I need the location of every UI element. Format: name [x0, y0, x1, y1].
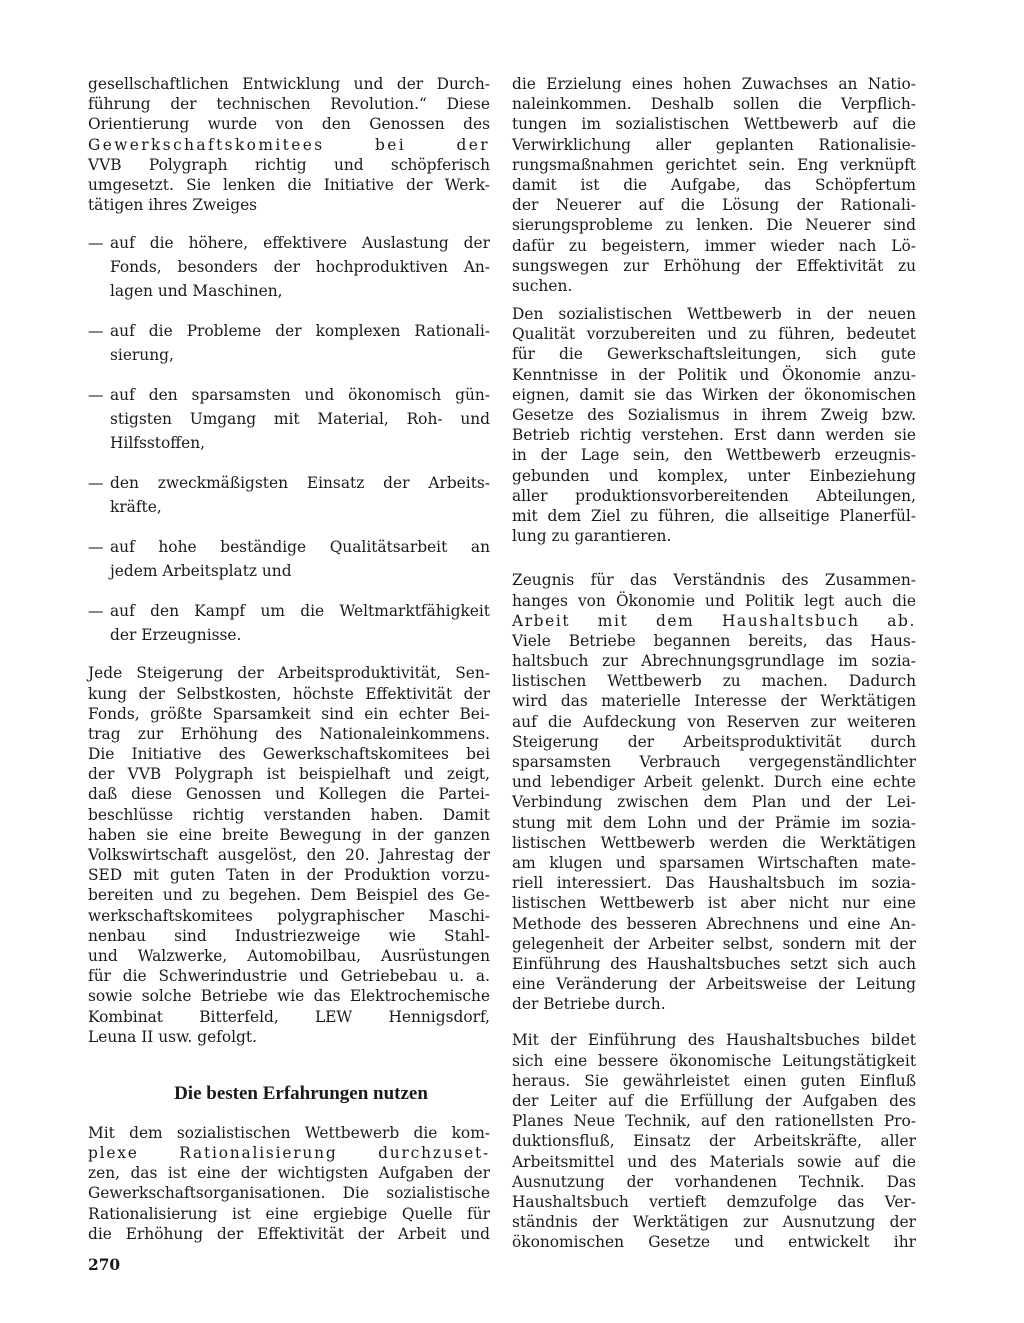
dash-bullet: — — [88, 474, 104, 493]
text-line: auf den sparsamsten und ökonomisch gün- — [110, 386, 490, 405]
text-line: wird das materielle Interesse der Werktätigen — [512, 692, 916, 711]
text-line: und lebendiger Arbeit gelenkt. Durch eine echte — [512, 773, 916, 792]
text-line: ökonomischen Gesetze und entwickelt ihr — [512, 1233, 916, 1252]
text-line: Jede Steigerung der Arbeitsproduktivität, Sen- — [88, 664, 490, 683]
text-line: listischen Wettbewerb werden die Werktätigen — [512, 833, 916, 852]
list-item — [88, 319, 490, 367]
text-line: sungswegen zur Erhöhung der Effektivität zu — [512, 256, 916, 275]
text-line: Mit dem sozialistischen Wettbewerb die kom- — [88, 1123, 490, 1142]
text-line: auf den Kampf um die Weltmarktfähigkeit — [110, 602, 490, 621]
text-line: nenbau sind Industriezweige wie Stahl- — [88, 926, 490, 945]
text-line: gesellschaftlichen Entwicklung und der Durch- — [88, 75, 490, 93]
text-line: Fonds, besonders der hochproduktiven An- — [110, 258, 490, 277]
text-line: rungsmaßnahmen gerichtet sein. Eng verknüpft — [512, 155, 916, 174]
text-line: Orientierung wurde von den Genossen des — [88, 115, 490, 134]
text-line: der Betriebe durch. — [512, 995, 666, 1014]
dash-bullet: — — [88, 386, 104, 405]
text-line: kung der Selbstkosten, höchste Effektivität der — [88, 684, 490, 703]
paragraph — [512, 570, 916, 1014]
text-line: riell interessiert. Das Haushaltsbuch im sozia- — [512, 874, 916, 893]
text-line: den zweckmäßigsten Einsatz der Arbeits- — [110, 474, 490, 493]
text-line: listischen Wettbewerb zu machen. Dadurch — [512, 672, 916, 691]
text-line: am klugen und sparsamen Wirtschaften mate- — [512, 853, 916, 872]
text-line: lagen und Maschinen, — [110, 282, 283, 301]
text-line: Volkswirtschaft ausgelöst, den 20. Jahrestag der — [88, 846, 490, 864]
text-line: Den sozialistischen Wettbewerb in der neuen — [512, 305, 916, 324]
text-line: Kenntnisse in der Politik und Ökonomie anzu- — [512, 365, 916, 384]
text-line: beschlüsse richtig verstanden haben. Damit — [88, 805, 490, 824]
text-line: duktionsfluß, Einsatz der Arbeitskräfte, aller — [512, 1132, 916, 1151]
text-line: Verbindung zwischen dem Plan und der Lei- — [512, 793, 916, 812]
text-line: plexe Rationalisierung durchzuset- — [88, 1144, 490, 1163]
text-line: auf die Aufdeckung von Reserven zur weiteren — [512, 712, 916, 731]
text-line: sierung, — [110, 346, 174, 365]
text-line: SED mit guten Taten in der Produktion vorzu- — [88, 866, 490, 885]
text-line: Ausnutzung der vorhandenen Technik. Das — [512, 1172, 916, 1191]
text-line: Haushaltsbuch vertieft demzufolge das Ver- — [512, 1192, 916, 1211]
text-line: sich eine bessere ökonomische Leitungstätigkeit — [512, 1051, 916, 1070]
text-line: Hilfsstoffen, — [110, 434, 206, 453]
text-line: sowie solche Betriebe wie das Elektrochemische — [88, 987, 490, 1006]
text-line: dafür zu begeistern, immer wieder nach Lö- — [512, 236, 916, 255]
text-line: auf hohe beständige Qualitätsarbeit an — [110, 538, 490, 557]
text-line: Gewerkschaftskomitees bei der — [88, 135, 490, 154]
text-line: eignen, damit sie das Wirken der ökonomischen — [512, 385, 916, 404]
text-line: damit ist die Aufgabe, das Schöpfertum — [512, 175, 916, 194]
text-line: Viele Betriebe begannen bereits, das Haus- — [512, 631, 916, 650]
text-line: auf die Probleme der komplexen Rationali- — [110, 322, 490, 341]
list-item — [88, 535, 490, 583]
dash-bullet: — — [88, 322, 104, 341]
paragraph — [512, 1030, 916, 1252]
text-line: sparsamsten Verbrauch vergegenständlichter — [512, 753, 916, 771]
text-line: Planes Neue Technik, auf den rationellsten Pro- — [512, 1112, 916, 1131]
text-line: Gesetze des Sozialismus in ihrem Zweig bzw. — [512, 406, 916, 424]
page-number: 270 — [88, 1256, 121, 1274]
paragraph — [512, 304, 916, 546]
text-line: für die Gewerkschaftsleitungen, sich gute — [512, 345, 916, 364]
text-line: aller produktionsvorbereitenden Abteilungen, — [512, 486, 916, 505]
text-line: mit dem Ziel zu führen, die allseitige Planerfül- — [512, 506, 916, 525]
list-item — [88, 231, 490, 303]
dash-bullet: — — [88, 602, 104, 621]
text-line: Zeugnis für das Verständnis des Zusammen- — [512, 571, 916, 590]
text-line: führung der technischen Revolution.“ Diese — [88, 95, 490, 114]
text-line: Methode des besseren Abrechnens und eine An- — [512, 914, 916, 933]
text-line: Arbeit mit dem Haushaltsbuch ab. — [512, 611, 916, 630]
text-line: auf die höhere, effektivere Auslastung der — [110, 234, 490, 253]
text-line: Fonds, größte Sparsamkeit sind ein echter Bei- — [88, 704, 490, 723]
text-line: listischen Wettbewerb ist aber nicht nur eine — [512, 894, 916, 913]
text-line: Arbeitsmittel und des Materials sowie auf die — [512, 1152, 916, 1171]
text-line: gelegenheit der Arbeiter selbst, sondern mit der — [512, 934, 916, 953]
left-column — [88, 74, 490, 1244]
list-item — [88, 599, 490, 647]
paragraph — [512, 74, 916, 296]
text-line: hanges von Ökonomie und Politik legt auch die — [512, 591, 916, 610]
text-line: der Neuerer auf die Lösung der Rationali- — [512, 196, 916, 215]
text-line: naleinkommen. Deshalb sollen die Verpflich- — [512, 95, 916, 114]
text-line: bereiten und zu begehen. Dem Beispiel des Ge- — [88, 886, 490, 905]
text-line: sierungsprobleme zu lenken. Die Neuerer sind — [512, 216, 916, 235]
text-line: stung mit dem Lohn und der Prämie im sozia- — [512, 813, 916, 832]
paragraph — [88, 663, 490, 1047]
text-line: haben sie eine breite Bewegung in der ganzen — [88, 825, 490, 844]
paragraph — [88, 1123, 490, 1244]
text-line: in der Lage sein, den Wettbewerb erzeugnis- — [512, 446, 916, 465]
text-line: Die Initiative des Gewerkschaftskomitees bei — [88, 745, 490, 764]
text-line: zen, das ist eine der wichtigsten Aufgaben der — [88, 1164, 490, 1183]
text-line: VVB Polygraph richtig und schöpferisch — [88, 155, 490, 174]
text-line: Betrieb richtig verstehen. Erst dann werden sie — [512, 426, 916, 445]
text-line: heraus. Sie gewährleistet einen guten Einfluß — [512, 1071, 916, 1090]
text-line: Leuna II usw. gefolgt. — [88, 1027, 257, 1046]
text-line: eine Veränderung der Arbeitsweise der Leitung — [512, 975, 916, 994]
text-line: werkschaftskomitees polygraphischer Maschi- — [88, 906, 490, 925]
text-line: die Erzielung eines hohen Zuwachses an Natio- — [512, 75, 916, 93]
text-line: umgesetzt. Sie lenken die Initiative der Werk- — [88, 175, 490, 194]
text-line: tungen im sozialistischen Wettbewerb auf die — [512, 115, 916, 134]
text-line: Mit der Einführung des Haushaltsbuches bildet — [512, 1031, 916, 1050]
section-heading: Die besten Erfahrungen nutzen — [174, 1082, 428, 1104]
text-line: stigsten Umgang mit Material, Roh- und — [110, 410, 490, 429]
text-line: der Leiter auf die Erfüllung der Aufgaben des — [512, 1092, 916, 1110]
dash-bullet: — — [88, 234, 104, 253]
text-line: haltsbuch zur Abrechnungsgrundlage im sozia- — [512, 652, 916, 671]
text-line: und Walzwerke, Automobilbau, Ausrüstungen — [88, 946, 490, 965]
bullet-list — [88, 231, 490, 647]
text-line: Gewerkschaftsorganisationen. Die sozialistische — [88, 1184, 490, 1203]
paragraph — [88, 74, 490, 215]
list-item — [88, 383, 490, 455]
text-line: trag zur Erhöhung des Nationaleinkommens. — [88, 724, 490, 743]
text-line: die Erhöhung der Effektivität der Arbeit und — [88, 1224, 490, 1243]
text-line: Rationalisierung ist eine ergiebige Quelle für — [88, 1204, 490, 1223]
text-line: lung zu garantieren. — [512, 527, 672, 546]
text-line: Verwirklichung aller geplanten Rationalisie- — [512, 135, 916, 154]
text-line: Qualität vorzubereiten und zu führen, bedeutet — [512, 325, 916, 344]
text-line: gebunden und komplex, unter Einbeziehung — [512, 466, 916, 485]
list-item — [88, 471, 490, 519]
text-line: Einführung des Haushaltsbuches setzt sich auch — [512, 954, 916, 973]
text-line: ständnis der Werktätigen zur Ausnutzung der — [512, 1213, 916, 1232]
text-line: der VVB Polygraph ist beispielhaft und zeigt, — [88, 765, 490, 784]
text-line: daß diese Genossen und Kollegen die Partei- — [88, 785, 490, 804]
text-line: der Erzeugnisse. — [110, 626, 242, 645]
text-line: Kombinat Bitterfeld, LEW Hennigsdorf, — [88, 1007, 490, 1026]
dash-bullet: — — [88, 538, 104, 557]
text-line: suchen. — [512, 276, 573, 295]
text-line: Steigerung der Arbeitsproduktivität durch — [512, 732, 916, 751]
right-column — [512, 74, 916, 1253]
text-line: kräfte, — [110, 498, 162, 517]
text-line: jedem Arbeitsplatz und — [110, 562, 292, 581]
text-line: tätigen ihres Zweiges — [88, 196, 258, 215]
text-line: für die Schwerindustrie und Getriebebau u. a. — [88, 967, 490, 986]
